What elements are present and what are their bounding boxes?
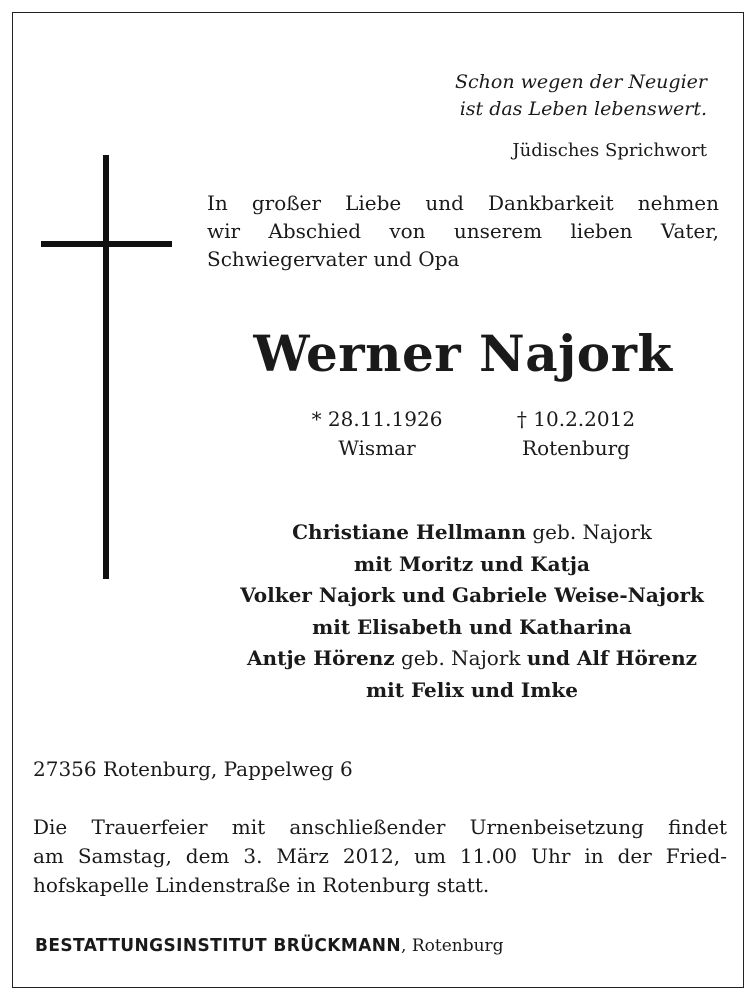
quote (455, 69, 707, 123)
quote-line: Schon wegen der Neugier (454, 71, 707, 93)
funeral-home-location: , Rotenburg (401, 936, 504, 956)
family-name: mit Elisabeth und Katharina (312, 614, 632, 639)
cross-icon (103, 155, 109, 579)
death-date: † 10.2.2012 (516, 407, 636, 431)
address: 27356 Rotenburg, Pappelweg 6 (33, 757, 353, 781)
family-line (207, 549, 737, 581)
family-list (207, 517, 737, 706)
intro-line: wir Abschied von unserem lieben Vater, (207, 219, 719, 243)
service-line: hofskapelle Lindenstraße in Rotenburg statt. (33, 873, 490, 897)
quote-source: Jüdisches Sprichwort (512, 140, 707, 161)
family-line (207, 517, 737, 549)
family-name: Volker Najork und Gabriele Weise-Najork (240, 583, 704, 607)
birth-date: * 28.11.1926 (311, 407, 443, 431)
family-name: mit Moritz und Katja (354, 551, 590, 576)
cross-icon-bar (41, 241, 172, 247)
family-line (207, 612, 737, 644)
service-line: am Samstag, dem 3. März 2012, um 11.00 Uhr in der Fried- (33, 844, 727, 868)
death-place: Rotenburg (522, 436, 630, 460)
funeral-home-brand: BESTATTUNGSINSTITUT BRÜCKMANN (35, 935, 402, 957)
birth-info (295, 405, 459, 463)
service-line: Die Trauerfeier mit anschließender Urnenbeisetzung findet (33, 815, 727, 839)
family-note: geb. Najork (394, 646, 527, 670)
death-info (491, 405, 661, 463)
service-info (33, 813, 727, 900)
intro-line: In großer Liebe und Dankbarkeit nehmen (207, 191, 719, 215)
intro-text (207, 189, 719, 273)
family-line (207, 675, 737, 707)
family-line (207, 643, 737, 675)
obituary-frame (12, 12, 744, 988)
quote-line: ist das Leben lebenswert. (459, 98, 707, 120)
family-name: mit Felix und Imke (365, 677, 578, 702)
family-name: Antje Hörenz (247, 646, 395, 670)
family-line (207, 580, 737, 612)
funeral-home (35, 933, 504, 959)
family-name: Christiane Hellmann (292, 520, 527, 544)
family-note: geb. Najork (526, 520, 652, 544)
intro-line: Schwiegervater und Opa (207, 247, 460, 271)
deceased-name: Werner Najork (253, 324, 673, 383)
birth-place: Wismar (338, 436, 416, 460)
family-name: und Alf Hörenz (526, 646, 697, 670)
